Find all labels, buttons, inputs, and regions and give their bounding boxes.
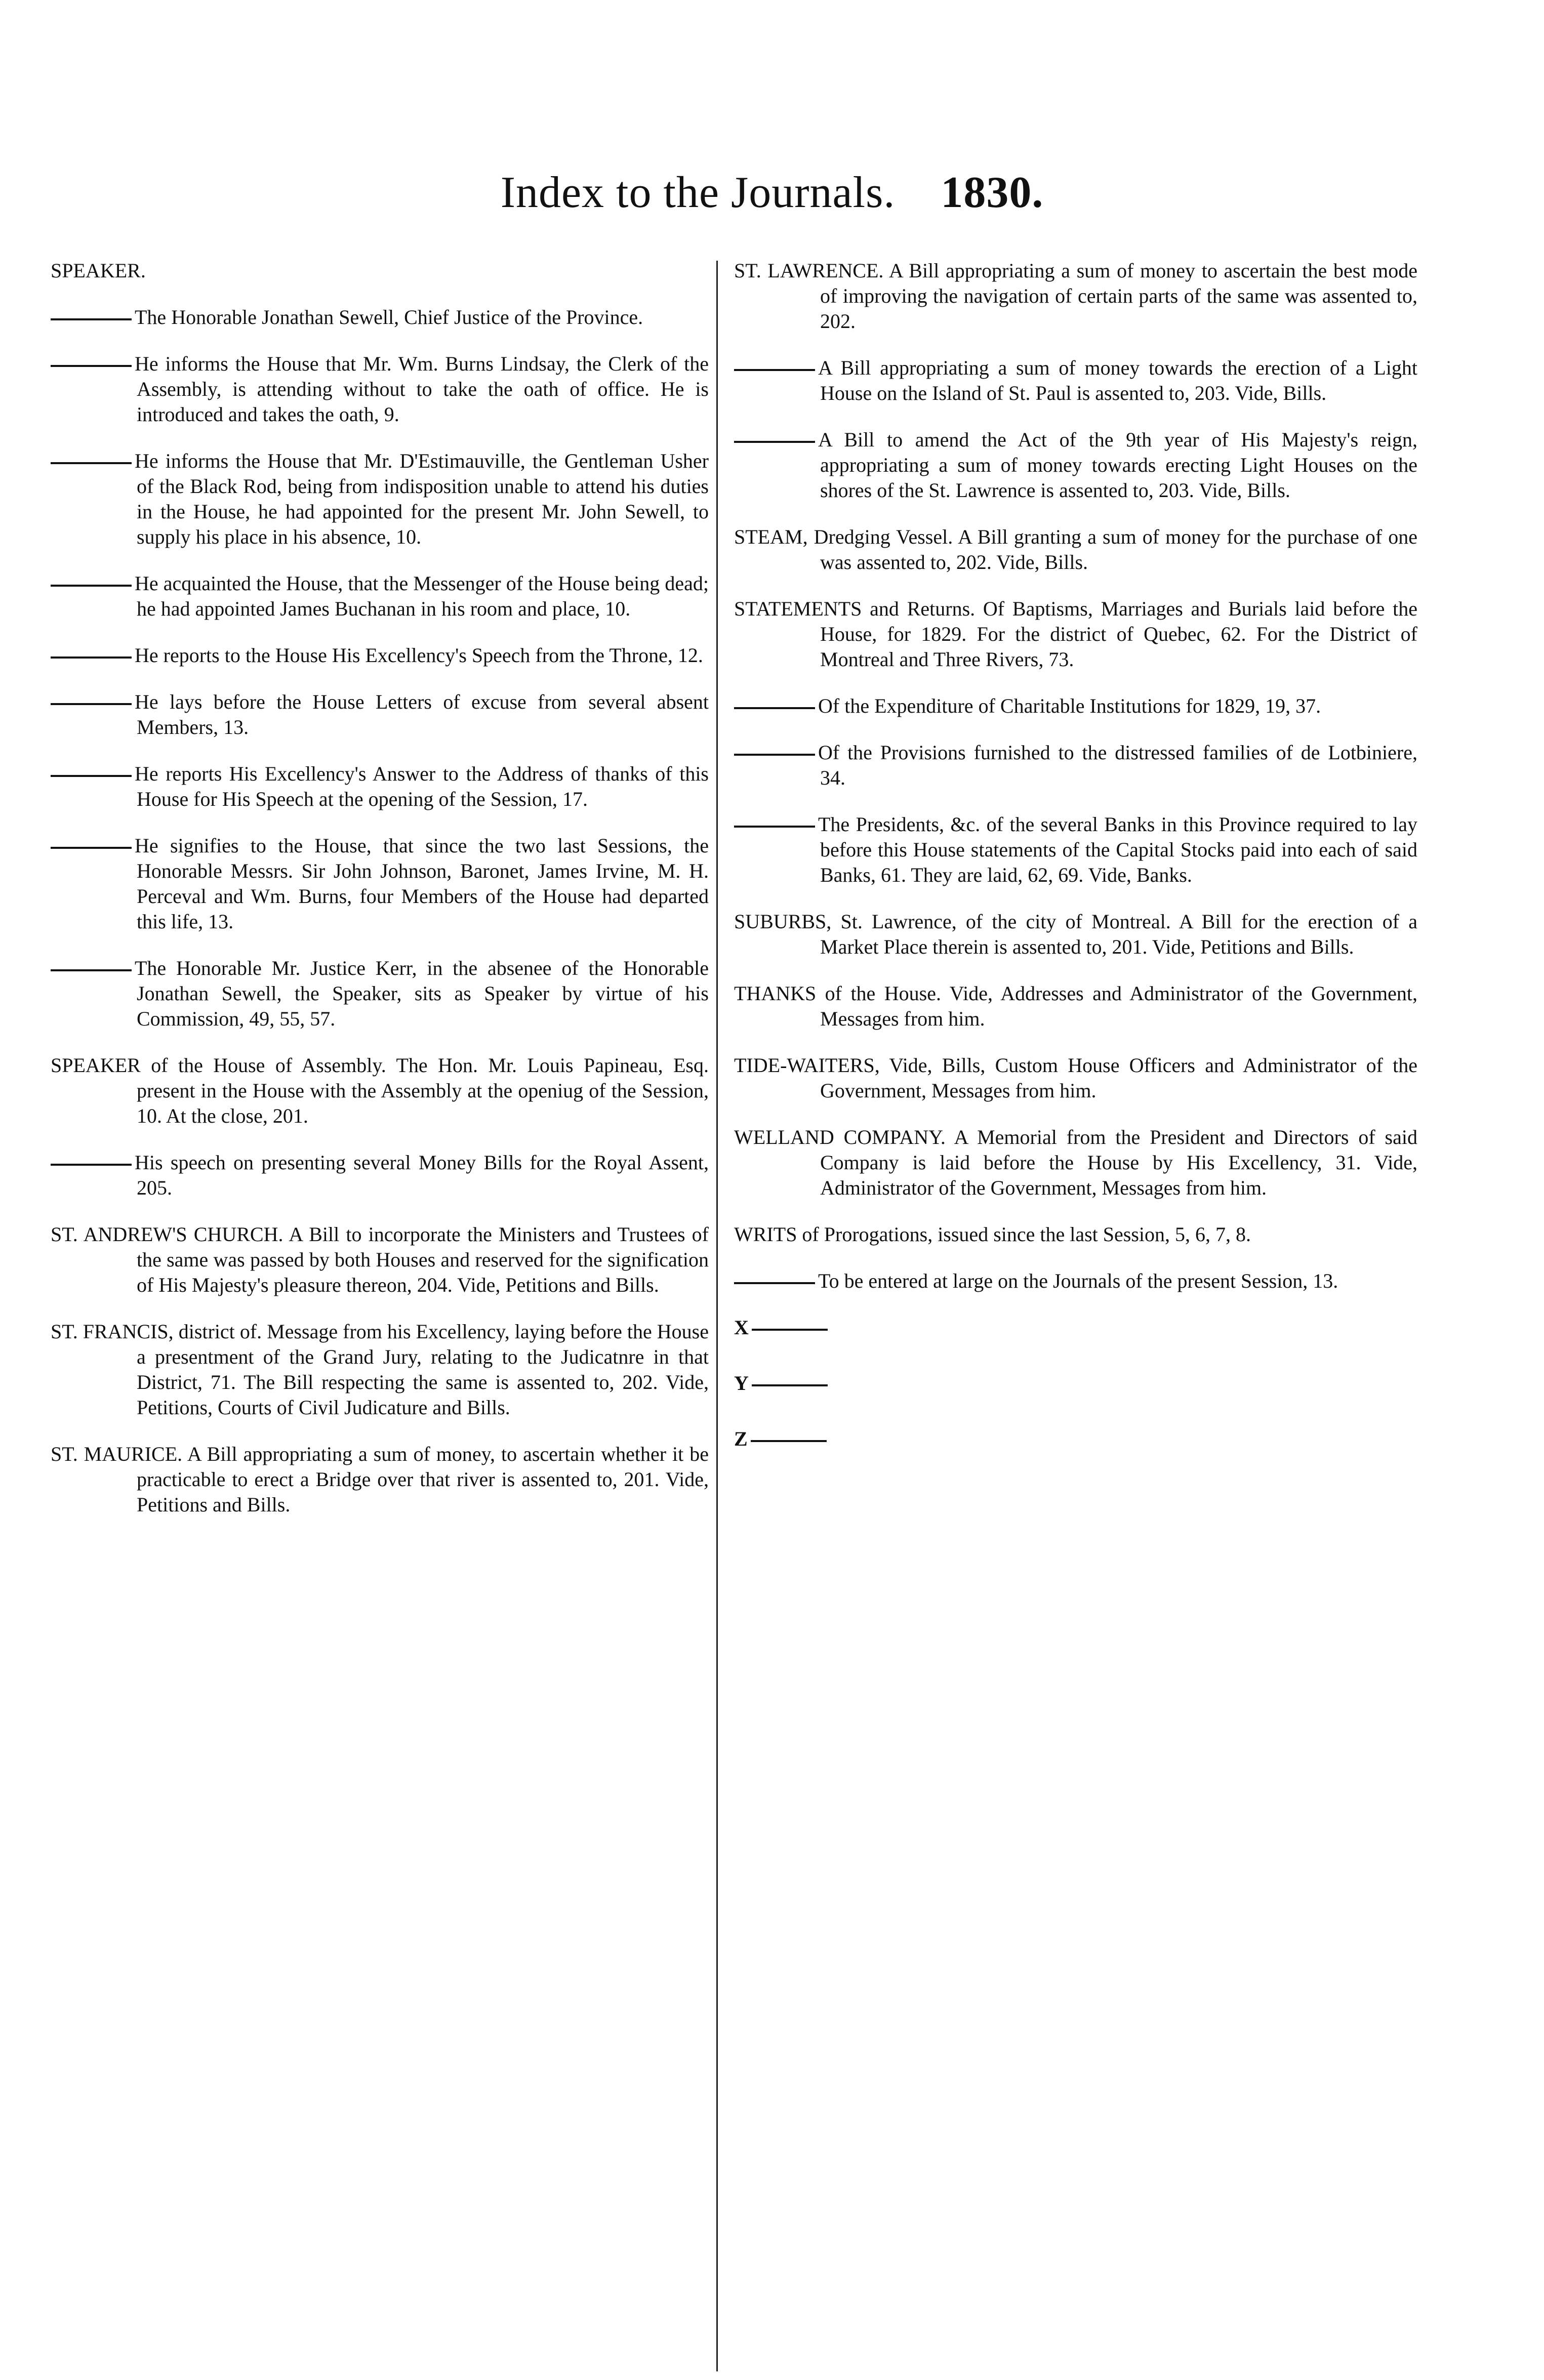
- index-entry-text: THANKS of the House. Vide, Addresses and Administrator of the Government, Messages from him.: [734, 982, 1417, 1030]
- ditto-dash: [51, 365, 132, 367]
- index-entry-text: ST. LAWRENCE. A Bill appropriating a sum of money to ascertain the best mode of improving the navigation of certain parts of the same was assented to, 202.: [734, 259, 1417, 333]
- index-entry-text: He signifies to the House, that since the two last Sessions, the Honorable Messrs. Sir John Johnson, Baronet, James Irvine, M. H. Perceval and Wm. Burns, four Members of the House had departed this life, 13.: [135, 834, 709, 933]
- index-entry: [734, 427, 1417, 503]
- letter-dash: [752, 1329, 828, 1331]
- index-entry-text: WRITS of Prorogations, issued since the last Session, 5, 6, 7, 8.: [734, 1223, 1251, 1246]
- index-entry: [51, 571, 709, 622]
- ditto-dash: [51, 969, 132, 971]
- index-entry: [51, 643, 709, 668]
- index-entry-text: TIDE-WAITERS, Vide, Bills, Custom House Officers and Administrator of the Government, Messages from him.: [734, 1054, 1417, 1102]
- index-entry: [734, 596, 1417, 672]
- index-entry: [51, 258, 709, 283]
- index-entry-text: He reports His Excellency's Answer to the Address of thanks of this House for His Speech at the opening of the Session, 17.: [135, 762, 709, 810]
- index-entry-text: STEAM, Dredging Vessel. A Bill granting a sum of money for the purchase of one was assented to, 202. Vide, Bills.: [734, 525, 1417, 573]
- ditto-dash: [51, 585, 132, 587]
- index-entry-text: A Bill to amend the Act of the 9th year of His Majesty's reign, appropriating a sum of money towards erecting Light Houses on the shores of the St. Lawrence is assented to, 203. Vide, Bills.: [818, 428, 1417, 502]
- index-entry-text: ST. MAURICE. A Bill appropriating a sum of money, to ascertain whether it be practicable to erect a Bridge over that river is assented to, 201. Vide, Petitions and Bills.: [51, 1443, 709, 1516]
- index-entry: [734, 258, 1417, 334]
- index-entry-text: He informs the House that Mr. D'Estimauville, the Gentleman Usher of the Black Rod, being from indisposition unable to attend his duties in the House, he had appointed for the present Mr. John Sewell, to supply his place in his absence, 10.: [135, 449, 709, 548]
- index-entry-text: A Bill appropriating a sum of money towards the erection of a Light House on the Island of St. Paul is assented to, 203. Vide, Bills.: [818, 356, 1417, 404]
- page-header: [0, 167, 1544, 218]
- index-entry: [51, 833, 709, 934]
- index-entry: [734, 909, 1417, 960]
- letter-heading: [734, 1315, 1417, 1340]
- ditto-dash: [734, 754, 815, 756]
- index-entry: [734, 1268, 1417, 1294]
- index-entry: [734, 740, 1417, 791]
- index-entry-text: The Honorable Jonathan Sewell, Chief Justice of the Province.: [135, 306, 643, 329]
- ditto-dash: [51, 847, 132, 849]
- index-entry: [51, 689, 709, 740]
- index-entry: [734, 1222, 1417, 1247]
- index-entry-text: ST. ANDREW'S CHURCH. A Bill to incorporate the Ministers and Trustees of the same was passed by both Houses and reserved for the signification of His Majesty's pleasure thereon, 204. Vide, Petitions and Bills.: [51, 1223, 709, 1296]
- index-entry-text: ST. FRANCIS, district of. Message from his Excellency, laying before the House a presentment of the Grand Jury, relating to the Judicatnre in that District, 71. The Bill respecting the same is assented to, 202. Vide, Petitions, Courts of Civil Judicature and Bills.: [51, 1320, 709, 1419]
- index-entry: [51, 1319, 709, 1420]
- letter-label: Z: [734, 1427, 748, 1450]
- right-column: [734, 258, 1417, 1482]
- index-entry: [51, 1053, 709, 1129]
- index-entry-text: His speech on presenting several Money Bills for the Royal Assent, 205.: [135, 1151, 709, 1199]
- ditto-dash: [51, 775, 132, 777]
- page-year: 1830.: [941, 168, 1044, 217]
- left-column: [51, 258, 709, 1539]
- index-entry: [51, 956, 709, 1032]
- index-entry: [51, 1442, 709, 1517]
- index-entry-text: Of the Expenditure of Charitable Institutions for 1829, 19, 37.: [818, 694, 1321, 717]
- index-entry-text: SPEAKER of the House of Assembly. The Hon. Mr. Louis Papineau, Esq. present in the House with the Assembly at the openiug of the Session, 10. At the close, 201.: [51, 1054, 709, 1127]
- index-entry: [51, 761, 709, 812]
- index-entry: [734, 981, 1417, 1032]
- index-entry: [51, 305, 709, 330]
- index-entry: [51, 448, 709, 550]
- ditto-dash: [734, 1282, 815, 1284]
- ditto-dash: [734, 441, 815, 443]
- index-entry-text: He lays before the House Letters of excuse from several absent Members, 13.: [135, 690, 709, 738]
- ditto-dash: [734, 707, 815, 709]
- ditto-dash: [734, 826, 815, 828]
- index-entry-text: Of the Provisions furnished to the distressed families of de Lotbiniere, 34.: [818, 741, 1417, 789]
- letter-label: X: [734, 1316, 749, 1339]
- index-entry-text: The Presidents, &c. of the several Banks in this Province required to lay before this House statements of the Capital Stocks paid into each of said Banks, 61. They are laid, 62, 69. Vide, Banks.: [818, 813, 1417, 886]
- letter-dash: [751, 1440, 827, 1442]
- index-entry: [734, 1053, 1417, 1103]
- ditto-dash: [734, 369, 815, 371]
- index-entry: [734, 1125, 1417, 1201]
- index-entry-text: SUBURBS, St. Lawrence, of the city of Montreal. A Bill for the erection of a Market Place therein is assented to, 201. Vide, Petitions and Bills.: [734, 910, 1417, 958]
- ditto-dash: [51, 318, 132, 320]
- ditto-dash: [51, 462, 132, 464]
- index-entry: [734, 812, 1417, 888]
- ditto-dash: [51, 656, 132, 659]
- letter-label: Y: [734, 1372, 749, 1394]
- ditto-dash: [51, 1164, 132, 1166]
- index-entry-text: The Honorable Mr. Justice Kerr, in the absenee of the Honorable Jonathan Sewell, the Speaker, sits as Speaker by virtue of his Commission, 49, 55, 57.: [135, 957, 709, 1030]
- index-entry: [734, 355, 1417, 406]
- index-entry: [51, 1222, 709, 1298]
- index-entry: [51, 1150, 709, 1201]
- page-title: Index to the Journals.: [500, 168, 896, 217]
- index-entry-text: He reports to the House His Excellency's Speech from the Throne, 12.: [135, 644, 703, 667]
- index-entry: [51, 351, 709, 427]
- column-divider: [716, 261, 718, 2371]
- letter-heading: [734, 1426, 1417, 1452]
- index-entry-text: STATEMENTS and Returns. Of Baptisms, Marriages and Burials laid before the House, for 1829. For the district of Quebec, 62. For the District of Montreal and Three Rivers, 73.: [734, 597, 1417, 671]
- letter-dash: [752, 1384, 828, 1386]
- index-entry-text: To be entered at large on the Journals of the present Session, 13.: [818, 1269, 1338, 1292]
- index-entry-text: SPEAKER.: [51, 259, 146, 282]
- ditto-dash: [51, 703, 132, 705]
- index-entry: [734, 693, 1417, 719]
- index-entry-text: WELLAND COMPANY. A Memorial from the President and Directors of said Company is laid before the House by His Excellency, 31. Vide, Administrator of the Government, Messages from him.: [734, 1126, 1417, 1199]
- index-entry-text: He acquainted the House, that the Messenger of the House being dead; he had appointed James Buchanan in his room and place, 10.: [135, 572, 709, 620]
- letter-heading: [734, 1371, 1417, 1396]
- index-entry: [734, 524, 1417, 575]
- index-entry-text: He informs the House that Mr. Wm. Burns Lindsay, the Clerk of the Assembly, is attending without to take the oath of office. He is introduced and takes the oath, 9.: [135, 352, 709, 426]
